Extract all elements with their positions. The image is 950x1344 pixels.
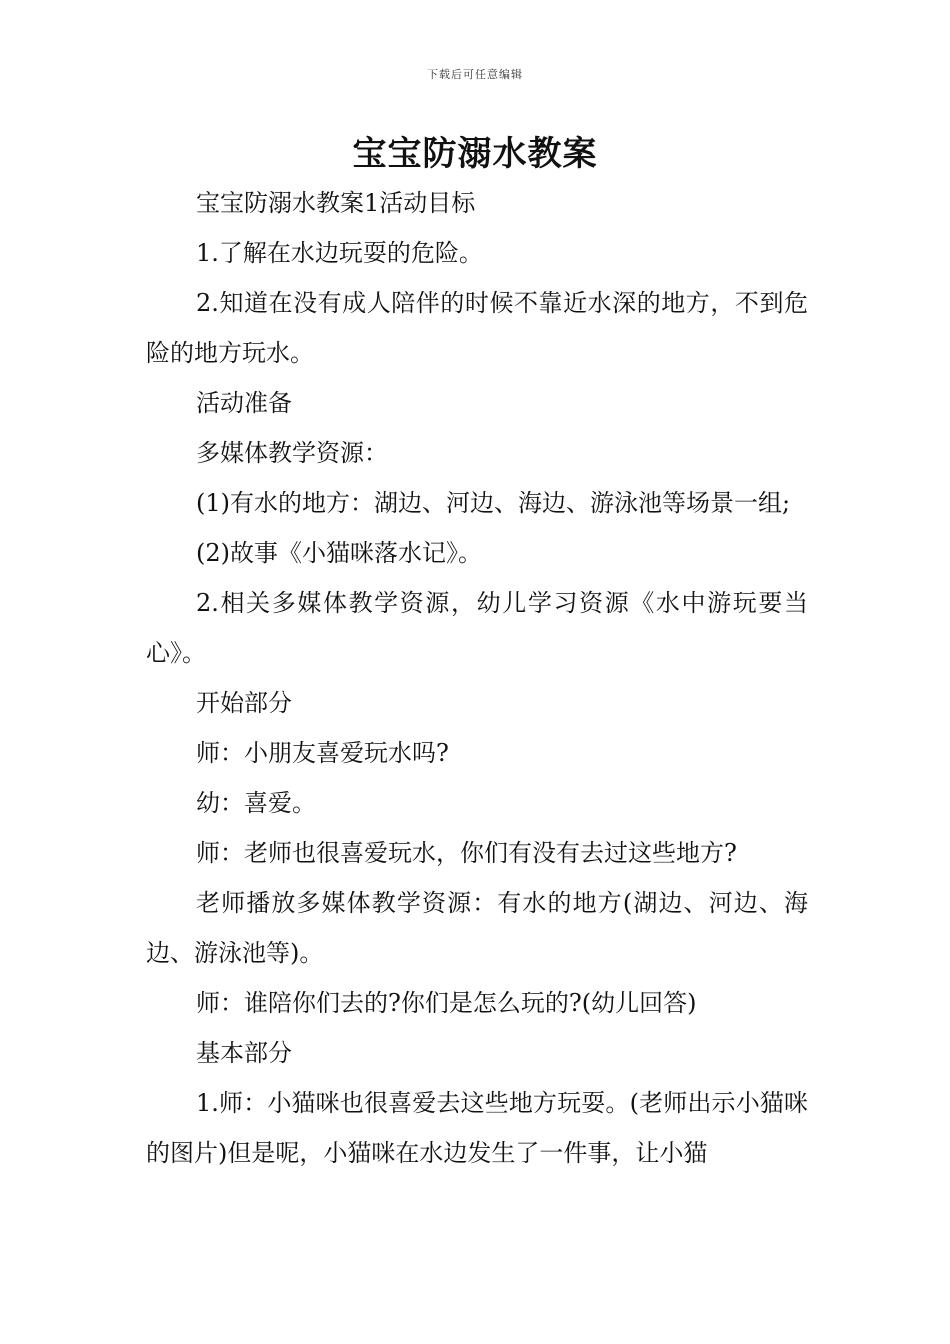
paragraph-basic-heading: 基本部分 (196, 1039, 292, 1067)
paragraph-multimedia-resources: 多媒体教学资源： (196, 439, 388, 467)
paragraph-dialogue-1: 师：小朋友喜爱玩水吗? (196, 739, 449, 767)
paragraph-dialogue-2: 幼：喜爱。 (196, 789, 316, 817)
paragraph-start-heading: 开始部分 (196, 689, 292, 717)
paragraph-dialogue-3: 师：老师也很喜爱玩水，你们有没有去过这些地方? (196, 839, 737, 867)
document-title: 宝宝防溺水教案 (352, 134, 598, 174)
paragraph-goal-2: 2.知道在没有成人陪伴的时候不靠近水深的地方，不到危险的地方玩水。 (146, 289, 808, 367)
paragraph-basic-1: 1.师：小猫咪也很喜爱去这些地方玩耍。(老师出示小猫咪的图片)但是呢，小猫咪在水边发生了一件事，让小猫 (146, 1089, 808, 1167)
header-note: 下载后可任意编辑 (427, 68, 523, 81)
paragraph-activity-goal: 宝宝防溺水教案1活动目标 (196, 189, 476, 217)
paragraph-dialogue-4: 师：谁陪你们去的?你们是怎么玩的?(幼儿回答) (196, 989, 697, 1017)
paragraph-resource-2: (2)故事《小猫咪落水记》。 (196, 539, 482, 567)
paragraph-preparation-heading: 活动准备 (196, 389, 292, 417)
paragraph-resource-1: (1)有水的地方：湖边、河边、海边、游泳池等场景一组; (196, 489, 791, 517)
paragraph-goal-1: 1.了解在水边玩耍的危险。 (196, 239, 483, 267)
document-body (146, 178, 808, 1178)
paragraph-resource-3: 2.相关多媒体教学资源，幼儿学习资源《水中游玩要当心》。 (146, 589, 808, 667)
paragraph-teacher-plays: 老师播放多媒体教学资源：有水的地方(湖边、河边、海边、游泳池等)。 (146, 889, 808, 967)
